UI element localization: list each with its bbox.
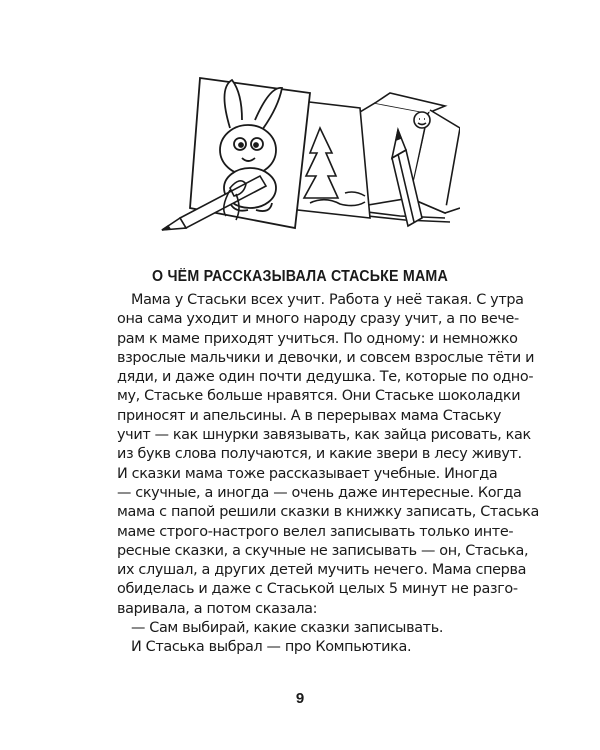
text-line: рам к маме приходят учиться. По одному: и немножко [117, 330, 518, 347]
text-line: из букв слова получаются, и какие звери в лесу живут. [117, 446, 522, 463]
text-line: варивала, а потом сказала: [117, 600, 318, 617]
text-line: дяди, и даже один почти дедушка. Те, которые по одно- [117, 369, 534, 386]
page-number: 9 [295, 690, 305, 707]
text-line: учит — как шнурки завязывать, как зайца рисовать, как [117, 427, 531, 444]
text-line: она сама уходит и много народу сразу учит, а по вече- [117, 311, 519, 328]
chapter-title: О ЧЁМ РАССКАЗЫВАЛА СТАСЬКЕ МАМА [152, 268, 448, 285]
text-line: — Сам выбирай, какие сказки записывать. [131, 620, 444, 637]
text-line: ресные сказки, а скучные не записывать — он, Стаська, [117, 542, 529, 559]
text-line: приносят и апельсины. А в перерывах мама Стаську [117, 407, 502, 424]
text-line: взрослые мальчики и девочки, и совсем взрослые тёти и [117, 349, 535, 366]
text-line: маме строго-настрого велел записывать только инте- [117, 523, 514, 540]
text-line: — скучные, а иногда — очень даже интересные. Когда [117, 484, 522, 501]
story-text [117, 291, 539, 658]
text-line: И сказки мама тоже рассказывает учебные. Иногда [117, 465, 498, 482]
text-line: му, Стаське больше нравятся. Они Стаське шоколадки [117, 388, 521, 405]
rabbit-drawing-illustration [160, 58, 460, 243]
text-line: обиделась и даже с Стаськой целых 5 минут не разго- [117, 581, 518, 598]
text-line: их слушал, а других детей мучить нечего. Мама сперва [117, 562, 527, 579]
text-line: мама с папой решили сказки в книжку записать, Стаська [117, 504, 539, 521]
text-line: И Стаська выбрал — про Компьютика. [131, 639, 412, 656]
text-line: Мама у Стаськи всех учит. Работа у неё такая. С утра [131, 292, 524, 308]
